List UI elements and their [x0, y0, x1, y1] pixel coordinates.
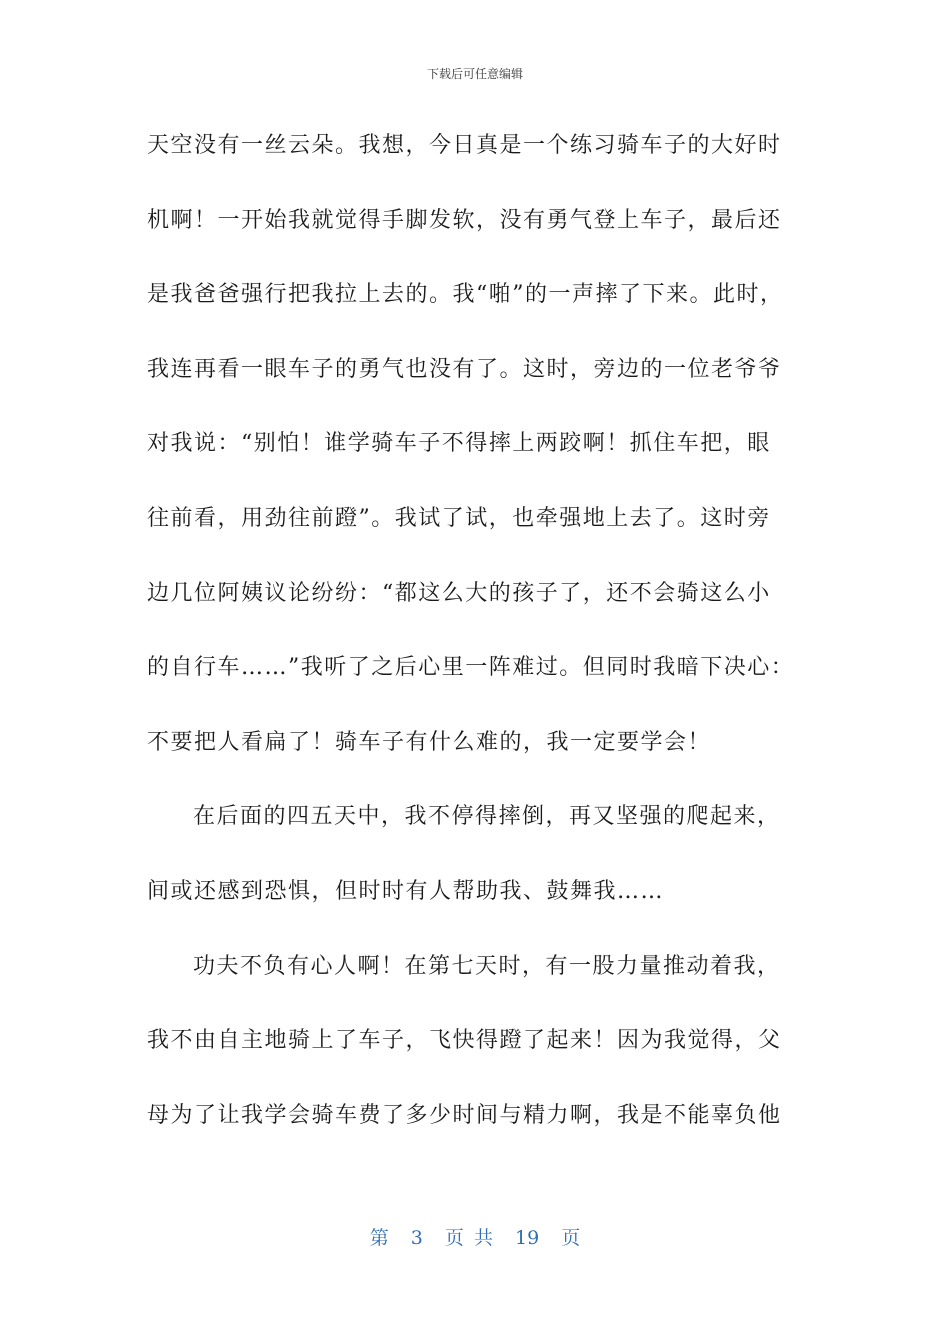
body-line: 天空没有一丝云朵。我想，今日真是一个练习骑车子的大好时	[147, 133, 782, 158]
header-note: 下载后可任意编辑	[426, 67, 523, 81]
body-line: 机啊！一开始我就觉得手脚发软，没有勇气登上车子，最后还	[147, 207, 782, 233]
footer-suffix: 页	[561, 1227, 581, 1249]
body-line: 的自行车……”我听了之后心里一阵难过。但同时我暗下决心：	[147, 655, 795, 681]
body-line: 往前看，用劲往前蹬”。我试了试，也牵强地上去了。这时旁	[147, 505, 771, 531]
footer-total-pages: 19	[515, 1227, 540, 1249]
body-line: 母为了让我学会骑车费了多少时间与精力啊，我是不能辜负他	[147, 1102, 782, 1128]
body-line: 间或还感到恐惧，但时时有人帮助我、鼓舞我……	[147, 878, 665, 904]
footer-middle: 页 共	[444, 1227, 493, 1249]
document-body	[147, 126, 807, 1170]
body-line: 不要把人看扁了！骑车子有什么难的，我一定要学会！	[147, 729, 712, 755]
body-line: 我不由自主地骑上了车子，飞快得蹬了起来！因为我觉得，父	[147, 1028, 782, 1054]
body-line-indented: 功夫不负有心人啊！在第七天时，有一股力量推动着我，	[193, 953, 781, 979]
body-line: 边几位阿姨议论纷纷：“都这么大的孩子了，还不会骑这么小	[147, 580, 771, 606]
page-footer	[0, 1226, 950, 1250]
body-line-indented: 在后面的四五天中，我不停得摔倒，再又坚强的爬起来，	[193, 804, 781, 830]
footer-current-page: 3	[410, 1227, 423, 1249]
body-line: 对我说：“别怕！谁学骑车子不得摔上两跤啊！抓住车把，眼	[147, 431, 771, 457]
body-line: 是我爸爸强行把我拉上去的。我“啪”的一声摔了下来。此时，	[147, 282, 784, 308]
body-line: 我连再看一眼车子的勇气也没有了。这时，旁边的一位老爷爷	[147, 356, 782, 382]
footer-prefix: 第	[369, 1227, 389, 1249]
